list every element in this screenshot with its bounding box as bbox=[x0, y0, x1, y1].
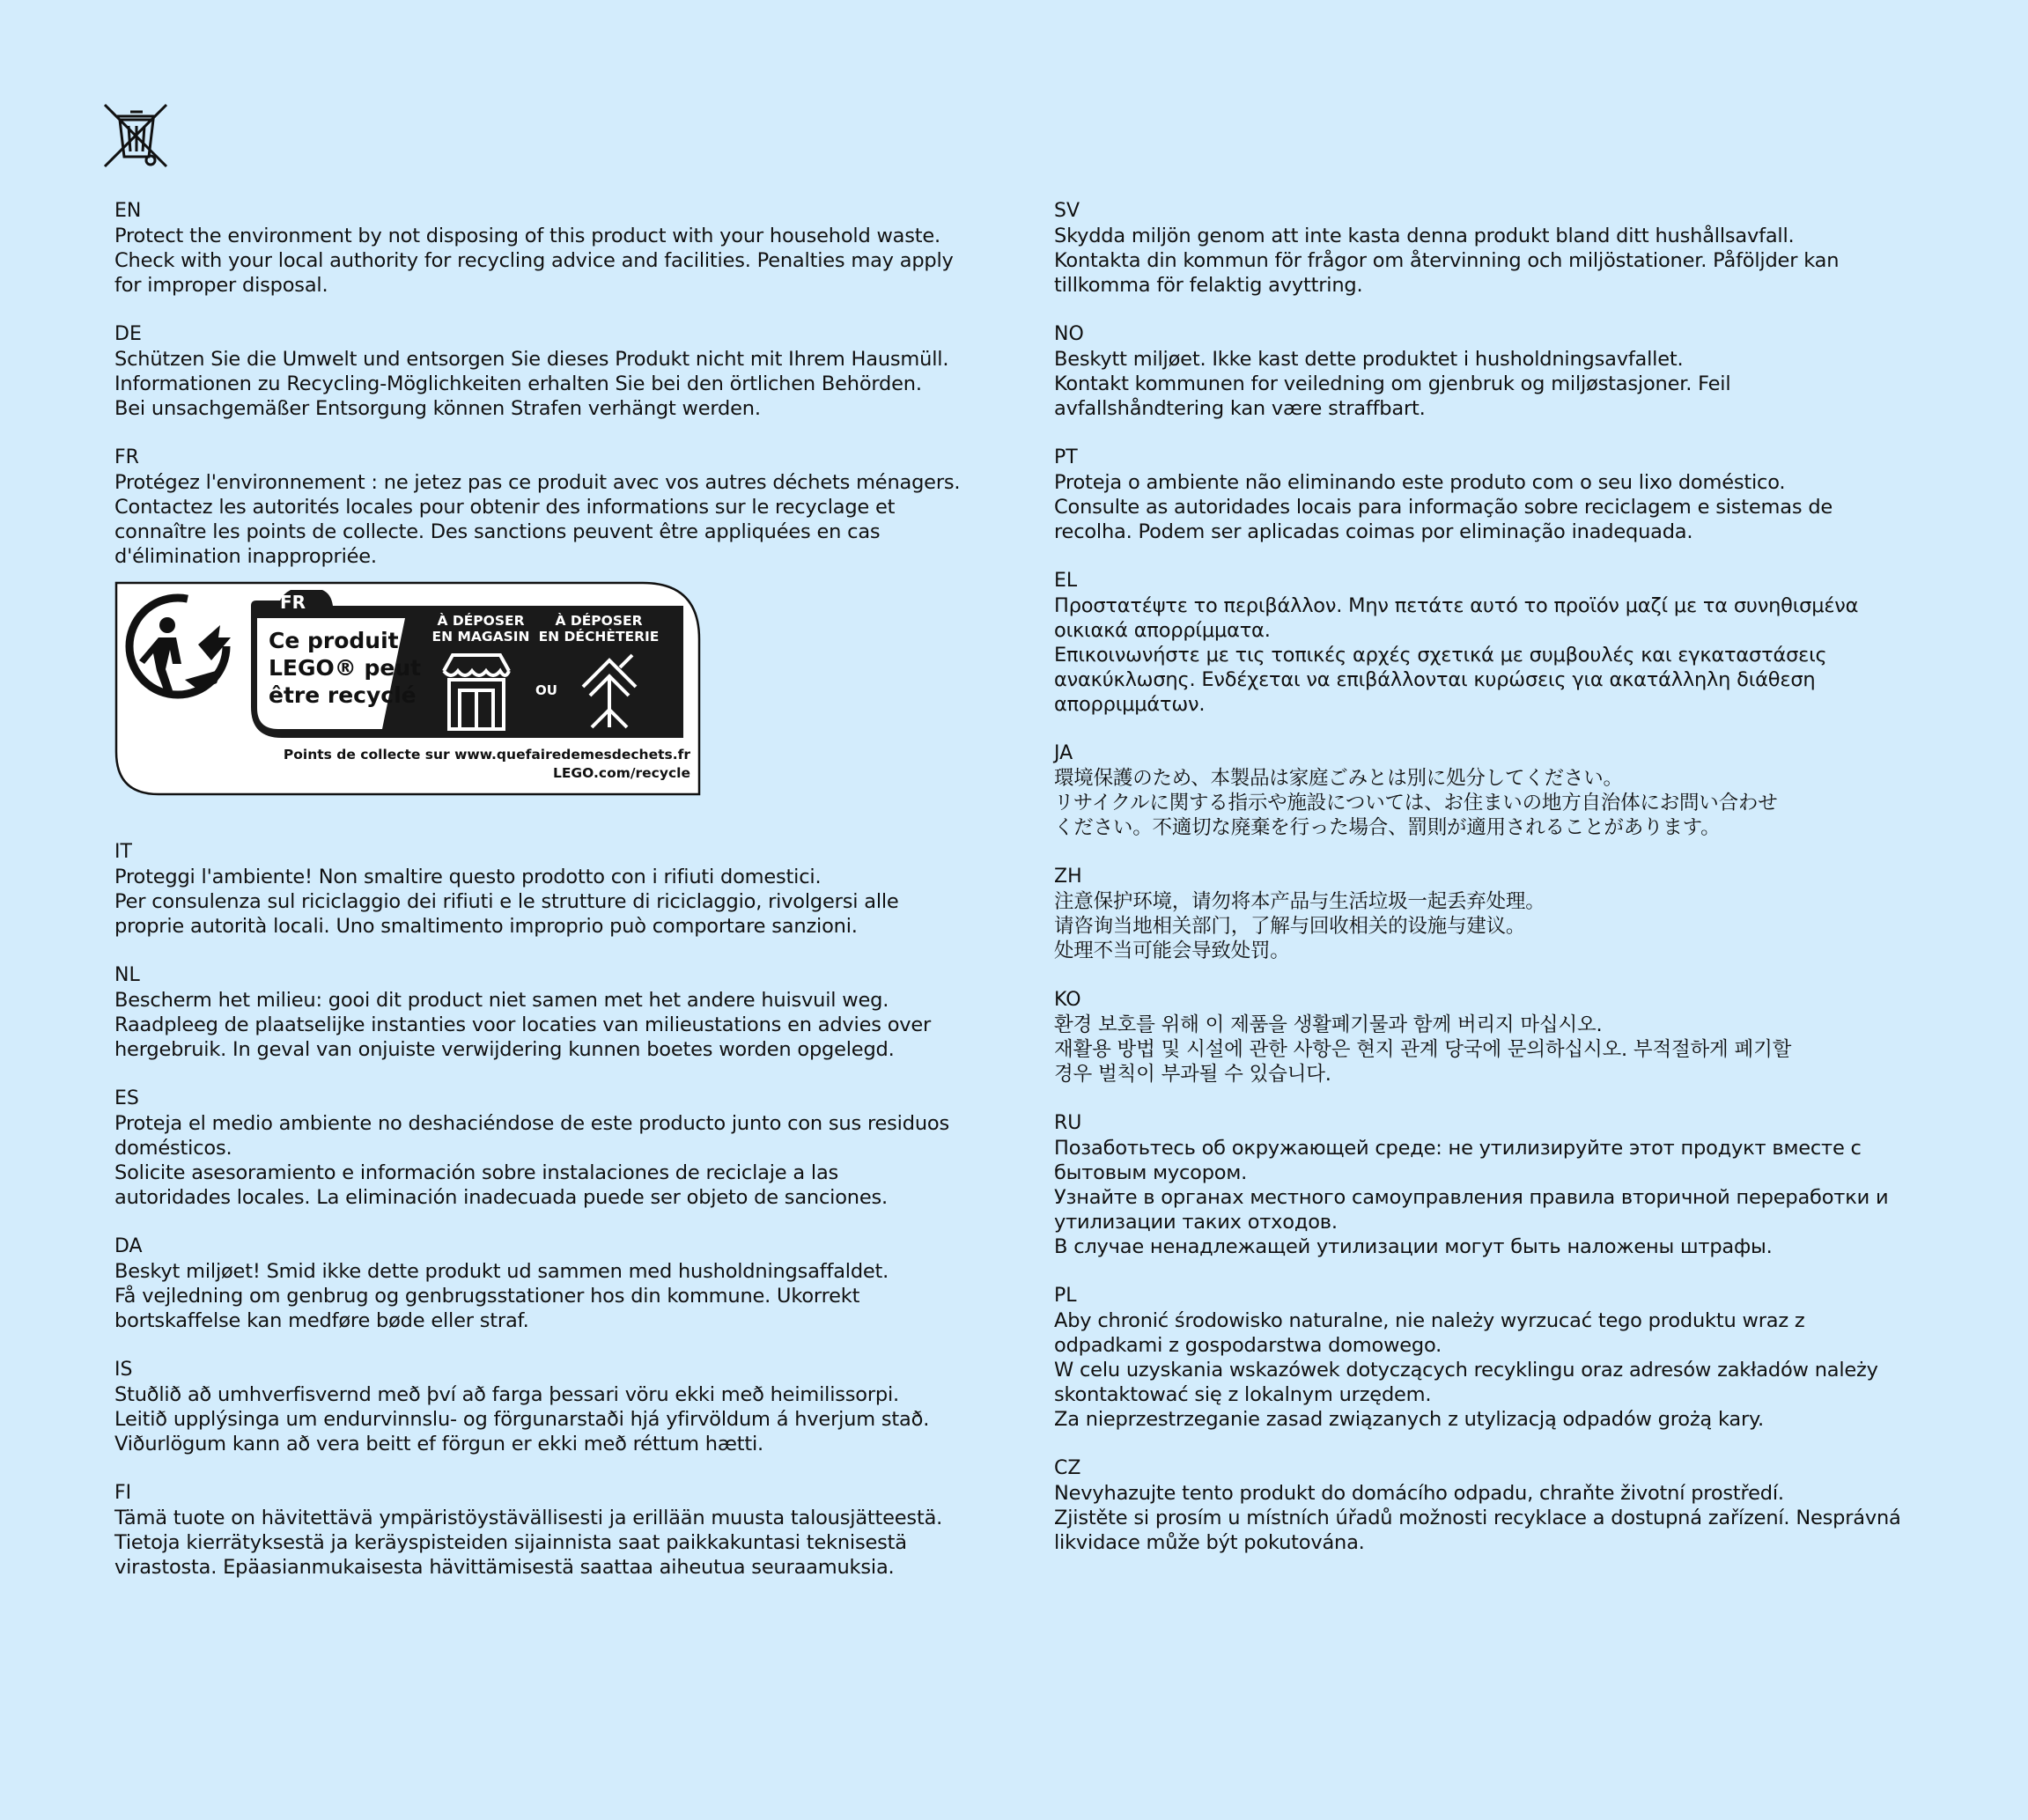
section-cz bbox=[1054, 1456, 1935, 1555]
language-code: CZ bbox=[1054, 1457, 1081, 1479]
text-line: 请咨询当地相关部门，了解与回收相关的设施与建议。 bbox=[1054, 915, 1526, 938]
text-line: Kontakta din kommun för frågor om återvinning och miljöstationer. Påföljder kan bbox=[1054, 249, 1840, 272]
section-en bbox=[114, 199, 977, 298]
text-line: Protect the environment by not disposing of this product with your household waste. bbox=[114, 225, 941, 247]
text-line: LEGO® peut bbox=[269, 655, 422, 681]
text-line: Προστατέψτε το περιβάλλον. Μην πετάτε αυτό το προϊόν μαζί με τα συνηθισμένα bbox=[1054, 594, 1859, 617]
text-line: Επικοινωνήστε με τις τοπικές αρχές σχετικά με συμβουλές και εγκαταστάσεις bbox=[1054, 644, 1827, 667]
right-column bbox=[1054, 199, 1935, 1580]
text-line: Bei unsachgemäßer Entsorgung können Strafen verhängt werden. bbox=[114, 397, 761, 420]
text-line: Позаботьтесь об окружающей среде: не утилизируйте этот продукт вместе с bbox=[1054, 1137, 1862, 1160]
text-line: ανακύκλωσης. Ενδέχεται να επιβάλλονται κυρώσεις για ακατάλληλη διάθεση bbox=[1054, 668, 1816, 691]
text-line: 注意保护环境，请勿将本产品与生活垃圾一起丢弃处理。 bbox=[1054, 890, 1545, 913]
waste-center-dropoff-heading bbox=[537, 613, 660, 645]
section-de bbox=[114, 322, 977, 421]
section-ja bbox=[1054, 741, 1935, 840]
language-code: DA bbox=[114, 1235, 143, 1257]
recyclable-product-text bbox=[269, 627, 421, 709]
text-line: απορριμμάτων. bbox=[1054, 693, 1206, 716]
section-nl bbox=[114, 963, 977, 1062]
text-line: EN MAGASIN bbox=[431, 629, 530, 645]
text-line: Ce produit bbox=[269, 628, 399, 653]
text-line: hergebruik. In geval van onjuiste verwijdering kunnen boetes worden opgelegd. bbox=[114, 1038, 895, 1061]
language-code: PT bbox=[1054, 446, 1078, 468]
language-code: NO bbox=[1054, 323, 1084, 345]
text-line: Zjistěte si prosím u místních úřadů možnosti recyklace a dostupná zařízení. Nesprávná bbox=[1054, 1507, 1901, 1529]
text-line: Beskyt miljøet! Smid ikke dette produkt ud sammen med husholdningsaffaldet. bbox=[114, 1260, 889, 1283]
text-line: likvidace může být pokutována. bbox=[1054, 1531, 1365, 1554]
text-line: Leitið upplýsinga um endurvinnslu- og förgunarstaði hjá yfirvöldum á hverjum stað. bbox=[114, 1408, 930, 1431]
text-line: proprie autorità locali. Uno smaltimento improprio può comportare sanzioni. bbox=[114, 915, 858, 938]
text-line: Bescherm het milieu: gooi dit product niet samen met het andere huisvuil weg. bbox=[114, 989, 889, 1012]
text-line: Få vejledning om genbrug og genbrugsstationer hos din kommune. Ukorrekt bbox=[114, 1285, 860, 1308]
text-line: бытовым мусором. bbox=[1054, 1161, 1248, 1184]
language-code: JA bbox=[1054, 742, 1073, 764]
section-is bbox=[114, 1358, 977, 1456]
triman-recycle-icon bbox=[123, 592, 238, 704]
text-line: 경우 벌칙이 부과될 수 있습니다. bbox=[1054, 1063, 1331, 1086]
section-fr bbox=[114, 446, 977, 569]
weee-symbol bbox=[102, 102, 171, 171]
text-line: утилизации таких отходов. bbox=[1054, 1211, 1338, 1234]
section-es bbox=[114, 1087, 977, 1210]
language-code: DE bbox=[114, 323, 142, 345]
text-line: Contactez les autorités locales pour obtenir des informations sur le recyclage et bbox=[114, 496, 896, 519]
text-line: Per consulenza sul riciclaggio dei rifiuti e le strutture di riciclaggio, rivolgersi alle bbox=[114, 890, 899, 913]
text-line: skontaktować się z lokalnym urzędem. bbox=[1054, 1383, 1432, 1406]
text-line: 환경 보호를 위해 이 제품을 생활폐기물과 함께 버리지 마십시오. bbox=[1054, 1013, 1603, 1036]
store-dropoff-heading bbox=[428, 613, 534, 645]
collection-points-text: Points de collecte sur www.quefairedemesdechets.fr bbox=[283, 747, 690, 763]
recycle-url-text: LEGO.com/recycle bbox=[552, 765, 690, 781]
language-code: ZH bbox=[1054, 866, 1082, 888]
section-pt bbox=[1054, 446, 1935, 544]
text-line: d'élimination inappropriée. bbox=[114, 545, 377, 568]
text-line: autoridades locales. La eliminación inadecuada puede ser objeto de sanciones. bbox=[114, 1186, 888, 1209]
text-line: À DÉPOSER bbox=[437, 613, 525, 629]
text-line: 環境保護のため、本製品は家庭ごみとは別に処分してください。 bbox=[1054, 767, 1623, 790]
text-line: Protégez l'environnement : ne jetez pas ce produit avec vos autres déchets ménagers. bbox=[114, 471, 961, 494]
text-line: À DÉPOSER bbox=[555, 613, 643, 629]
section-ru bbox=[1054, 1111, 1935, 1259]
text-line: リサイクルに関する指示や施設については、お住まいの地方自治体にお問い合わせ bbox=[1054, 792, 1778, 814]
left-column bbox=[114, 199, 977, 1604]
text-line: recolha. Podem ser aplicadas coimas por eliminação inadequada. bbox=[1054, 520, 1693, 543]
text-line: Proteggi l'ambiente! Non smaltire questo prodotto con i rifiuti domestici. bbox=[114, 866, 822, 888]
text-line: Solicite asesoramiento e información sobre instalaciones de reciclaje a las bbox=[114, 1161, 839, 1184]
language-code: FI bbox=[114, 1482, 132, 1504]
text-line: odpadkami z gospodarstwa domowego. bbox=[1054, 1334, 1442, 1357]
language-code: EN bbox=[114, 200, 142, 222]
text-line: Aby chronić środowisko naturalne, nie należy wyrzucać tego produktu wraz z bbox=[1054, 1309, 1805, 1332]
section-zh bbox=[1054, 865, 1935, 963]
text-line: Schützen Sie die Umwelt und entsorgen Sie dieses Produkt nicht mit Ihrem Hausmüll. bbox=[114, 348, 949, 371]
text-line: Tietoja kierrätyksestä ja keräyspisteiden sijainnista saat paikkakuntasi teknisestä bbox=[114, 1531, 907, 1554]
crossed-out-wheeled-bin-icon bbox=[102, 102, 171, 171]
language-code: NL bbox=[114, 964, 140, 986]
language-code: ES bbox=[114, 1087, 139, 1109]
text-line: Kontakt kommunen for veiledning om gjenbruk og miljøstasjoner. Feil bbox=[1054, 372, 1731, 395]
text-line: Proteja el medio ambiente no deshaciéndose de este producto junto con sus residuos bbox=[114, 1112, 949, 1135]
section-ko bbox=[1054, 988, 1935, 1087]
text-line: Skydda miljön genom att inte kasta denna produkt bland ditt hushållsavfall. bbox=[1054, 225, 1795, 247]
text-line: EN DÉCHÈTERIE bbox=[538, 629, 660, 645]
language-code: KO bbox=[1054, 989, 1081, 1011]
text-line: W celu uzyskania wskazówek dotyczących recyklingu oraz adresów zakładów należy bbox=[1054, 1359, 1878, 1382]
language-code: RU bbox=[1054, 1112, 1082, 1134]
text-line: ください。不適切な廃棄を行った場合、罰則が適用されることがあります。 bbox=[1054, 816, 1721, 839]
text-line: être recyclé bbox=[269, 682, 417, 708]
text-line: Proteja o ambiente não eliminando este produto com o seu lixo doméstico. bbox=[1054, 471, 1786, 494]
triman-recycling-label bbox=[114, 581, 703, 796]
language-code: EL bbox=[1054, 570, 1078, 592]
language-code: FR bbox=[114, 446, 139, 468]
language-code: IT bbox=[114, 841, 132, 863]
text-line: Informationen zu Recycling-Möglichkeiten erhalten Sie bei den örtlichen Behörden. bbox=[114, 372, 922, 395]
text-line: virastosta. Epäasianmukaisesta hävittämisestä saattaa aiheutua seuraamuksia. bbox=[114, 1556, 895, 1579]
country-badge: FR bbox=[280, 592, 306, 613]
text-line: οικιακά απορρίμματα. bbox=[1054, 619, 1271, 642]
section-no bbox=[1054, 322, 1935, 421]
section-sv bbox=[1054, 199, 1935, 298]
text-line: Check with your local authority for recycling advice and facilities. Penalties may apply bbox=[114, 249, 954, 272]
text-line: avfallshåndtering kan være straffbart. bbox=[1054, 397, 1426, 420]
text-line: Raadpleeg de plaatselijke instanties voor locaties van milieustations en advies over bbox=[114, 1013, 932, 1036]
language-code: PL bbox=[1054, 1285, 1077, 1307]
text-line: Beskytt miljøet. Ikke kast dette produktet i husholdningsavfallet. bbox=[1054, 348, 1684, 371]
text-line: В случае ненадлежащей утилизации могут быть наложены штрафы. bbox=[1054, 1235, 1773, 1258]
text-line: bortskaffelse kan medføre bøde eller straf. bbox=[114, 1309, 529, 1332]
language-code: SV bbox=[1054, 200, 1080, 222]
section-da bbox=[114, 1234, 977, 1333]
section-it bbox=[114, 840, 977, 939]
language-code: IS bbox=[114, 1359, 133, 1381]
text-line: Stuðlið að umhverfisvernd með því að farga þessari vöru ekki með heimilissorpi. bbox=[114, 1383, 899, 1406]
or-label: OU bbox=[535, 682, 557, 698]
text-line: Tämä tuote on hävitettävä ympäristöystävällisesti ja erillään muusta talousjätteestä. bbox=[114, 1507, 943, 1529]
text-line: 处理不当可能会导致处罚。 bbox=[1054, 939, 1290, 962]
text-line: for improper disposal. bbox=[114, 274, 328, 297]
text-line: Za nieprzestrzeganie zasad związanych z utylizacją odpadów grożą kary. bbox=[1054, 1408, 1764, 1431]
text-line: Узнайте в органах местного самоуправления правила вторичной переработки и bbox=[1054, 1186, 1889, 1209]
section-pl bbox=[1054, 1284, 1935, 1432]
text-line: Nevyhazujte tento produkt do domácího odpadu, chraňte životní prostředí. bbox=[1054, 1482, 1784, 1505]
text-line: domésticos. bbox=[114, 1137, 232, 1160]
store-icon bbox=[439, 652, 514, 733]
section-fi bbox=[114, 1481, 977, 1580]
text-line: Consulte as autoridades locais para informação sobre reciclagem e sistemas de bbox=[1054, 496, 1833, 519]
text-line: tillkomma för felaktig avyttring. bbox=[1054, 274, 1363, 297]
waste-collection-center-icon bbox=[574, 652, 645, 733]
text-line: connaître les points de collecte. Des sanctions peuvent être appliquées en cas bbox=[114, 520, 881, 543]
text-line: 재활용 방법 및 시설에 관한 사항은 현지 관계 당국에 문의하십시오. 부적절하게 폐기할 bbox=[1054, 1038, 1792, 1061]
section-el bbox=[1054, 569, 1935, 717]
text-line: Viðurlögum kann að vera beitt ef förgun er ekki með réttum hætti. bbox=[114, 1433, 763, 1455]
